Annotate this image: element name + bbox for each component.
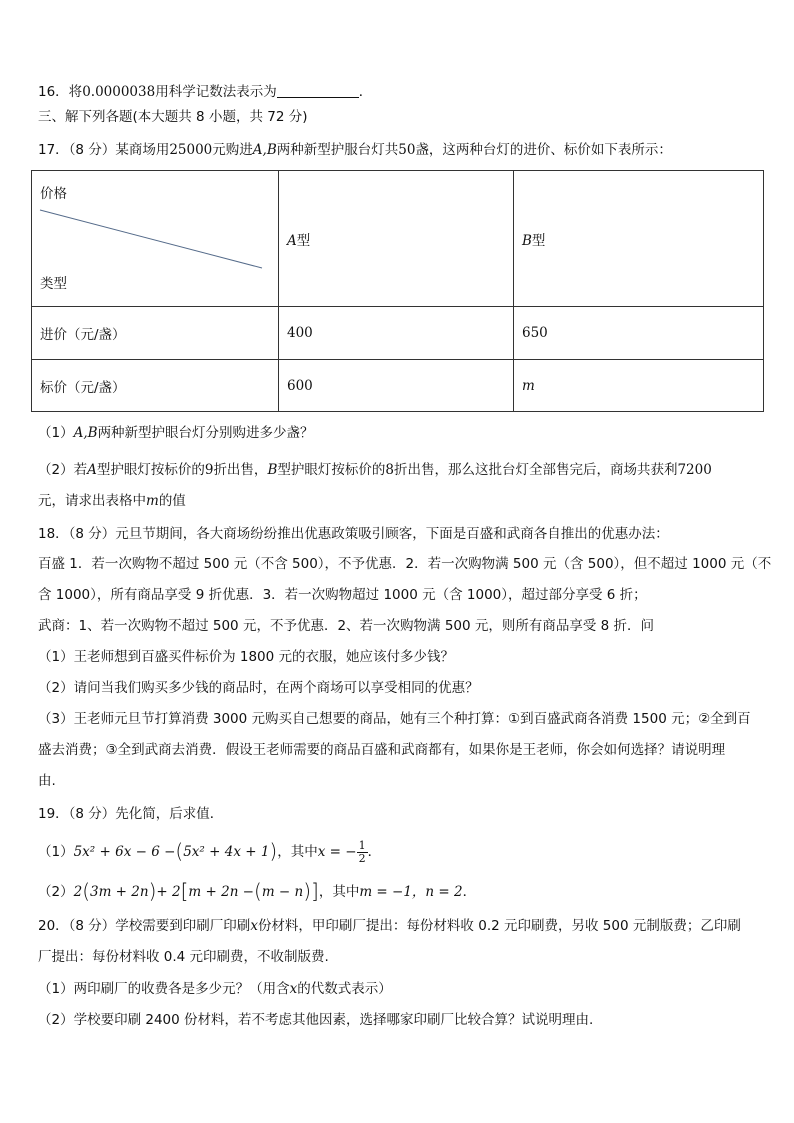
fraction: $\frac{1}{2}$ (358, 838, 366, 865)
price-table (31, 170, 764, 412)
row-label: 标价（元/盏） (32, 360, 279, 412)
question-18-line: 百盛 1．若一次购物不超过 500 元（不含 500），不予优惠．2．若一次购物满 500 元（含 500），但不超过 1000 元（不 (38, 556, 772, 572)
header-col-b: B型 (514, 171, 764, 307)
question-18-line: 含 1000），所有商品享受 9 折优惠．3．若一次购物超过 1000 元（含 1000），超过部分享受 6 折； (38, 587, 647, 603)
section-heading: 三、解下列各题(本大题共 8 小题，共 72 分) (38, 109, 308, 125)
question-18-intro: 18．（8 分）元旦节期间，各大商场纷纷推出优惠政策吸引顾客，下面是百盛和武商各自推出的优惠办法： (38, 526, 669, 542)
question-20-part-1: （1）两印刷厂的收费各是多少元？（用含x的代数式表示） (38, 981, 392, 997)
question-20-intro: 20．（8 分）学校需要到印刷厂印刷x份材料，甲印刷厂提出：每份材料收 0.2 元印刷费，另收 500 元制版费；乙印刷 (38, 918, 741, 934)
answer-blank (277, 83, 359, 98)
question-18-part-3-cont: 盛去消费；③全到武商去消费．假设王老师需要的商品百盛和武商都有，如果你是王老师，你会如何选择？请说明理 (38, 742, 726, 758)
question-18-part-1: （1）王老师想到百盛买件标价为 1800 元的衣服，她应该付多少钱？ (38, 649, 455, 665)
question-20-line: 厂提出：每份材料收 0.4 元印刷费，不收制版费. (38, 949, 329, 965)
row-label: 进价（元/盏） (32, 307, 279, 360)
question-17-part-2-cont: 元，请求出表格中m的值 (38, 493, 186, 509)
question-16: 16．将0.0000038用科学记数法表示为 ． (38, 84, 373, 100)
question-19-title: 19．（8 分）先化简，后求值． (38, 806, 224, 822)
cell-a: 400 (279, 307, 514, 360)
question-17-part-1: （1）A,B两种新型护眼台灯分别购进多少盏？ (38, 425, 314, 441)
question-18-part-2: （2）请问当我们购买多少钱的商品时，在两个商场可以享受相同的优惠？ (38, 680, 479, 696)
cell-b: 650 (514, 307, 764, 360)
diagonal-header-cell (32, 171, 279, 307)
question-18-line: 武商：1、若一次购物不超过 500 元，不予优惠．2、若一次购物满 500 元，则所有商品享受 8 折．问 (38, 618, 655, 634)
question-20-part-2: （2）学校要印刷 2400 份材料，若不考虑其他因素，选择哪家印刷厂比较合算？试说明理由. (38, 1012, 594, 1028)
table-row (32, 360, 764, 412)
question-17-intro: 17．（8 分）某商场用25000元购进A,B两种新型护服台灯共50盏，这两种台灯的进价、标价如下表所示： (38, 142, 672, 158)
cell-a: 600 (279, 360, 514, 412)
expression: 5x² + 6x − 6 − (73, 844, 176, 860)
table-header-row (32, 171, 764, 307)
question-19-part-2: （2）2(3m + 2n)+ 2[m + 2n −(m − n)]，其中m = −1，n = 2． (38, 879, 477, 903)
question-17-part-2: （2）若A型护眼灯按标价的9折出售，B型护眼灯按标价的8折出售，那么这批台灯全部售完后，商场共获利7200 (38, 462, 712, 478)
table-row (32, 307, 764, 360)
question-19-part-1: （1）5x² + 6x − 6 −(5x² + 4x + 1)，其中x = − $\frac{1}{2}$ ． (38, 838, 382, 865)
question-18-part-3-end: 由. (38, 773, 56, 789)
cell-b: m (514, 360, 764, 412)
q16-number: 0.0000038 (82, 84, 156, 100)
question-18-part-3: （3）王老师元旦节打算消费 3000 元购买自己想要的商品，她有三个种打算：①到百盛武商各消费 1500 元；②全到百 (38, 711, 751, 727)
header-price-label: 价格 (40, 185, 67, 202)
header-type-label: 类型 (40, 275, 67, 292)
header-col-a: A型 (279, 171, 514, 307)
diagonal-line (32, 172, 278, 306)
